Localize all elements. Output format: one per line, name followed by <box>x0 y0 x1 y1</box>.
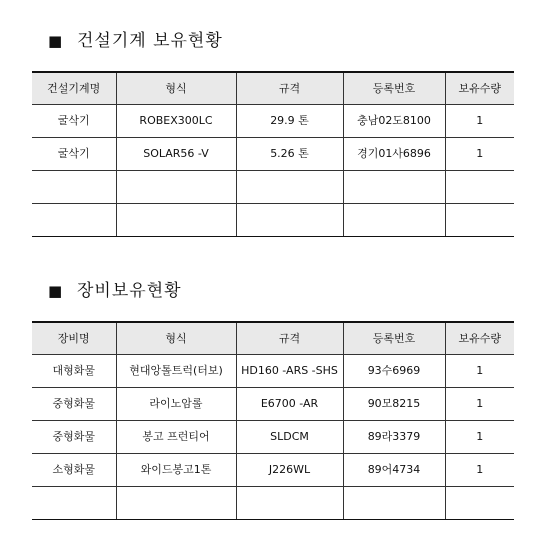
table-row <box>32 454 514 487</box>
section-title-text: 건설기계 보유현황 <box>77 31 223 51</box>
cell-registration-number: 90모8215 <box>343 388 445 421</box>
cell-quantity: 1 <box>445 105 514 138</box>
cell-registration-number: 경기01사6896 <box>343 138 445 171</box>
cell-empty <box>445 487 514 520</box>
cell-model: 봉고 프런티어 <box>116 421 236 454</box>
cell-spec: 29.9 톤 <box>236 105 343 138</box>
cell-empty <box>116 204 236 237</box>
cell-equipment-name: 굴삭기 <box>32 138 116 171</box>
table-row <box>32 388 514 421</box>
cell-empty <box>445 171 514 204</box>
header-model: 형식 <box>116 322 236 355</box>
cell-equipment-name: 대형화물 <box>32 355 116 388</box>
cell-equipment-name: 중형화물 <box>32 388 116 421</box>
header-equipment-name: 장비명 <box>32 322 116 355</box>
section-title-equipment-holdings <box>48 276 182 301</box>
header-registration-number: 등록번호 <box>343 72 445 105</box>
cell-equipment-name: 중형화물 <box>32 421 116 454</box>
cell-empty <box>343 487 445 520</box>
header-registration-number: 등록번호 <box>343 322 445 355</box>
cell-spec: SLDCM <box>236 421 343 454</box>
cell-model: 현대앙톨트럭(터보) <box>116 355 236 388</box>
header-equipment-name: 건설기계명 <box>32 72 116 105</box>
square-bullet-icon: ■ <box>48 282 64 300</box>
section-title-construction-equipment <box>48 26 223 51</box>
cell-quantity: 1 <box>445 388 514 421</box>
cell-empty <box>32 487 116 520</box>
table-row-empty <box>32 204 514 237</box>
cell-quantity: 1 <box>445 421 514 454</box>
cell-registration-number: 93수6969 <box>343 355 445 388</box>
header-quantity: 보유수량 <box>445 322 514 355</box>
construction-equipment-table <box>32 71 514 237</box>
table-row <box>32 355 514 388</box>
cell-quantity: 1 <box>445 355 514 388</box>
cell-spec: HD160 -ARS -SHS <box>236 355 343 388</box>
square-bullet-icon: ■ <box>48 32 64 50</box>
cell-empty <box>343 171 445 204</box>
cell-registration-number: 충남02도8100 <box>343 105 445 138</box>
cell-empty <box>116 487 236 520</box>
cell-model: ROBEX300LC <box>116 105 236 138</box>
cell-equipment-name: 소형화물 <box>32 454 116 487</box>
cell-registration-number: 89어4734 <box>343 454 445 487</box>
cell-empty <box>236 171 343 204</box>
cell-empty <box>116 171 236 204</box>
cell-empty <box>445 204 514 237</box>
cell-equipment-name: 굴삭기 <box>32 105 116 138</box>
table-row-empty <box>32 487 514 520</box>
cell-empty <box>236 204 343 237</box>
cell-empty <box>236 487 343 520</box>
cell-model: SOLAR56 -V <box>116 138 236 171</box>
cell-model: 라이노암롤 <box>116 388 236 421</box>
cell-empty <box>32 171 116 204</box>
section-title-text: 장비보유현황 <box>77 281 182 301</box>
cell-spec: J226WL <box>236 454 343 487</box>
cell-spec: E6700 -AR <box>236 388 343 421</box>
header-quantity: 보유수량 <box>445 72 514 105</box>
cell-model: 와이드봉고1톤 <box>116 454 236 487</box>
header-model: 형식 <box>116 72 236 105</box>
table-header-row <box>32 72 514 105</box>
table-row <box>32 421 514 454</box>
table-header-row <box>32 322 514 355</box>
header-spec: 규격 <box>236 322 343 355</box>
header-spec: 규격 <box>236 72 343 105</box>
equipment-holdings-table <box>32 321 514 520</box>
table-row <box>32 105 514 138</box>
cell-quantity: 1 <box>445 454 514 487</box>
table-row <box>32 138 514 171</box>
table-row-empty <box>32 171 514 204</box>
cell-quantity: 1 <box>445 138 514 171</box>
cell-empty <box>343 204 445 237</box>
cell-registration-number: 89라3379 <box>343 421 445 454</box>
cell-empty <box>32 204 116 237</box>
cell-spec: 5.26 톤 <box>236 138 343 171</box>
